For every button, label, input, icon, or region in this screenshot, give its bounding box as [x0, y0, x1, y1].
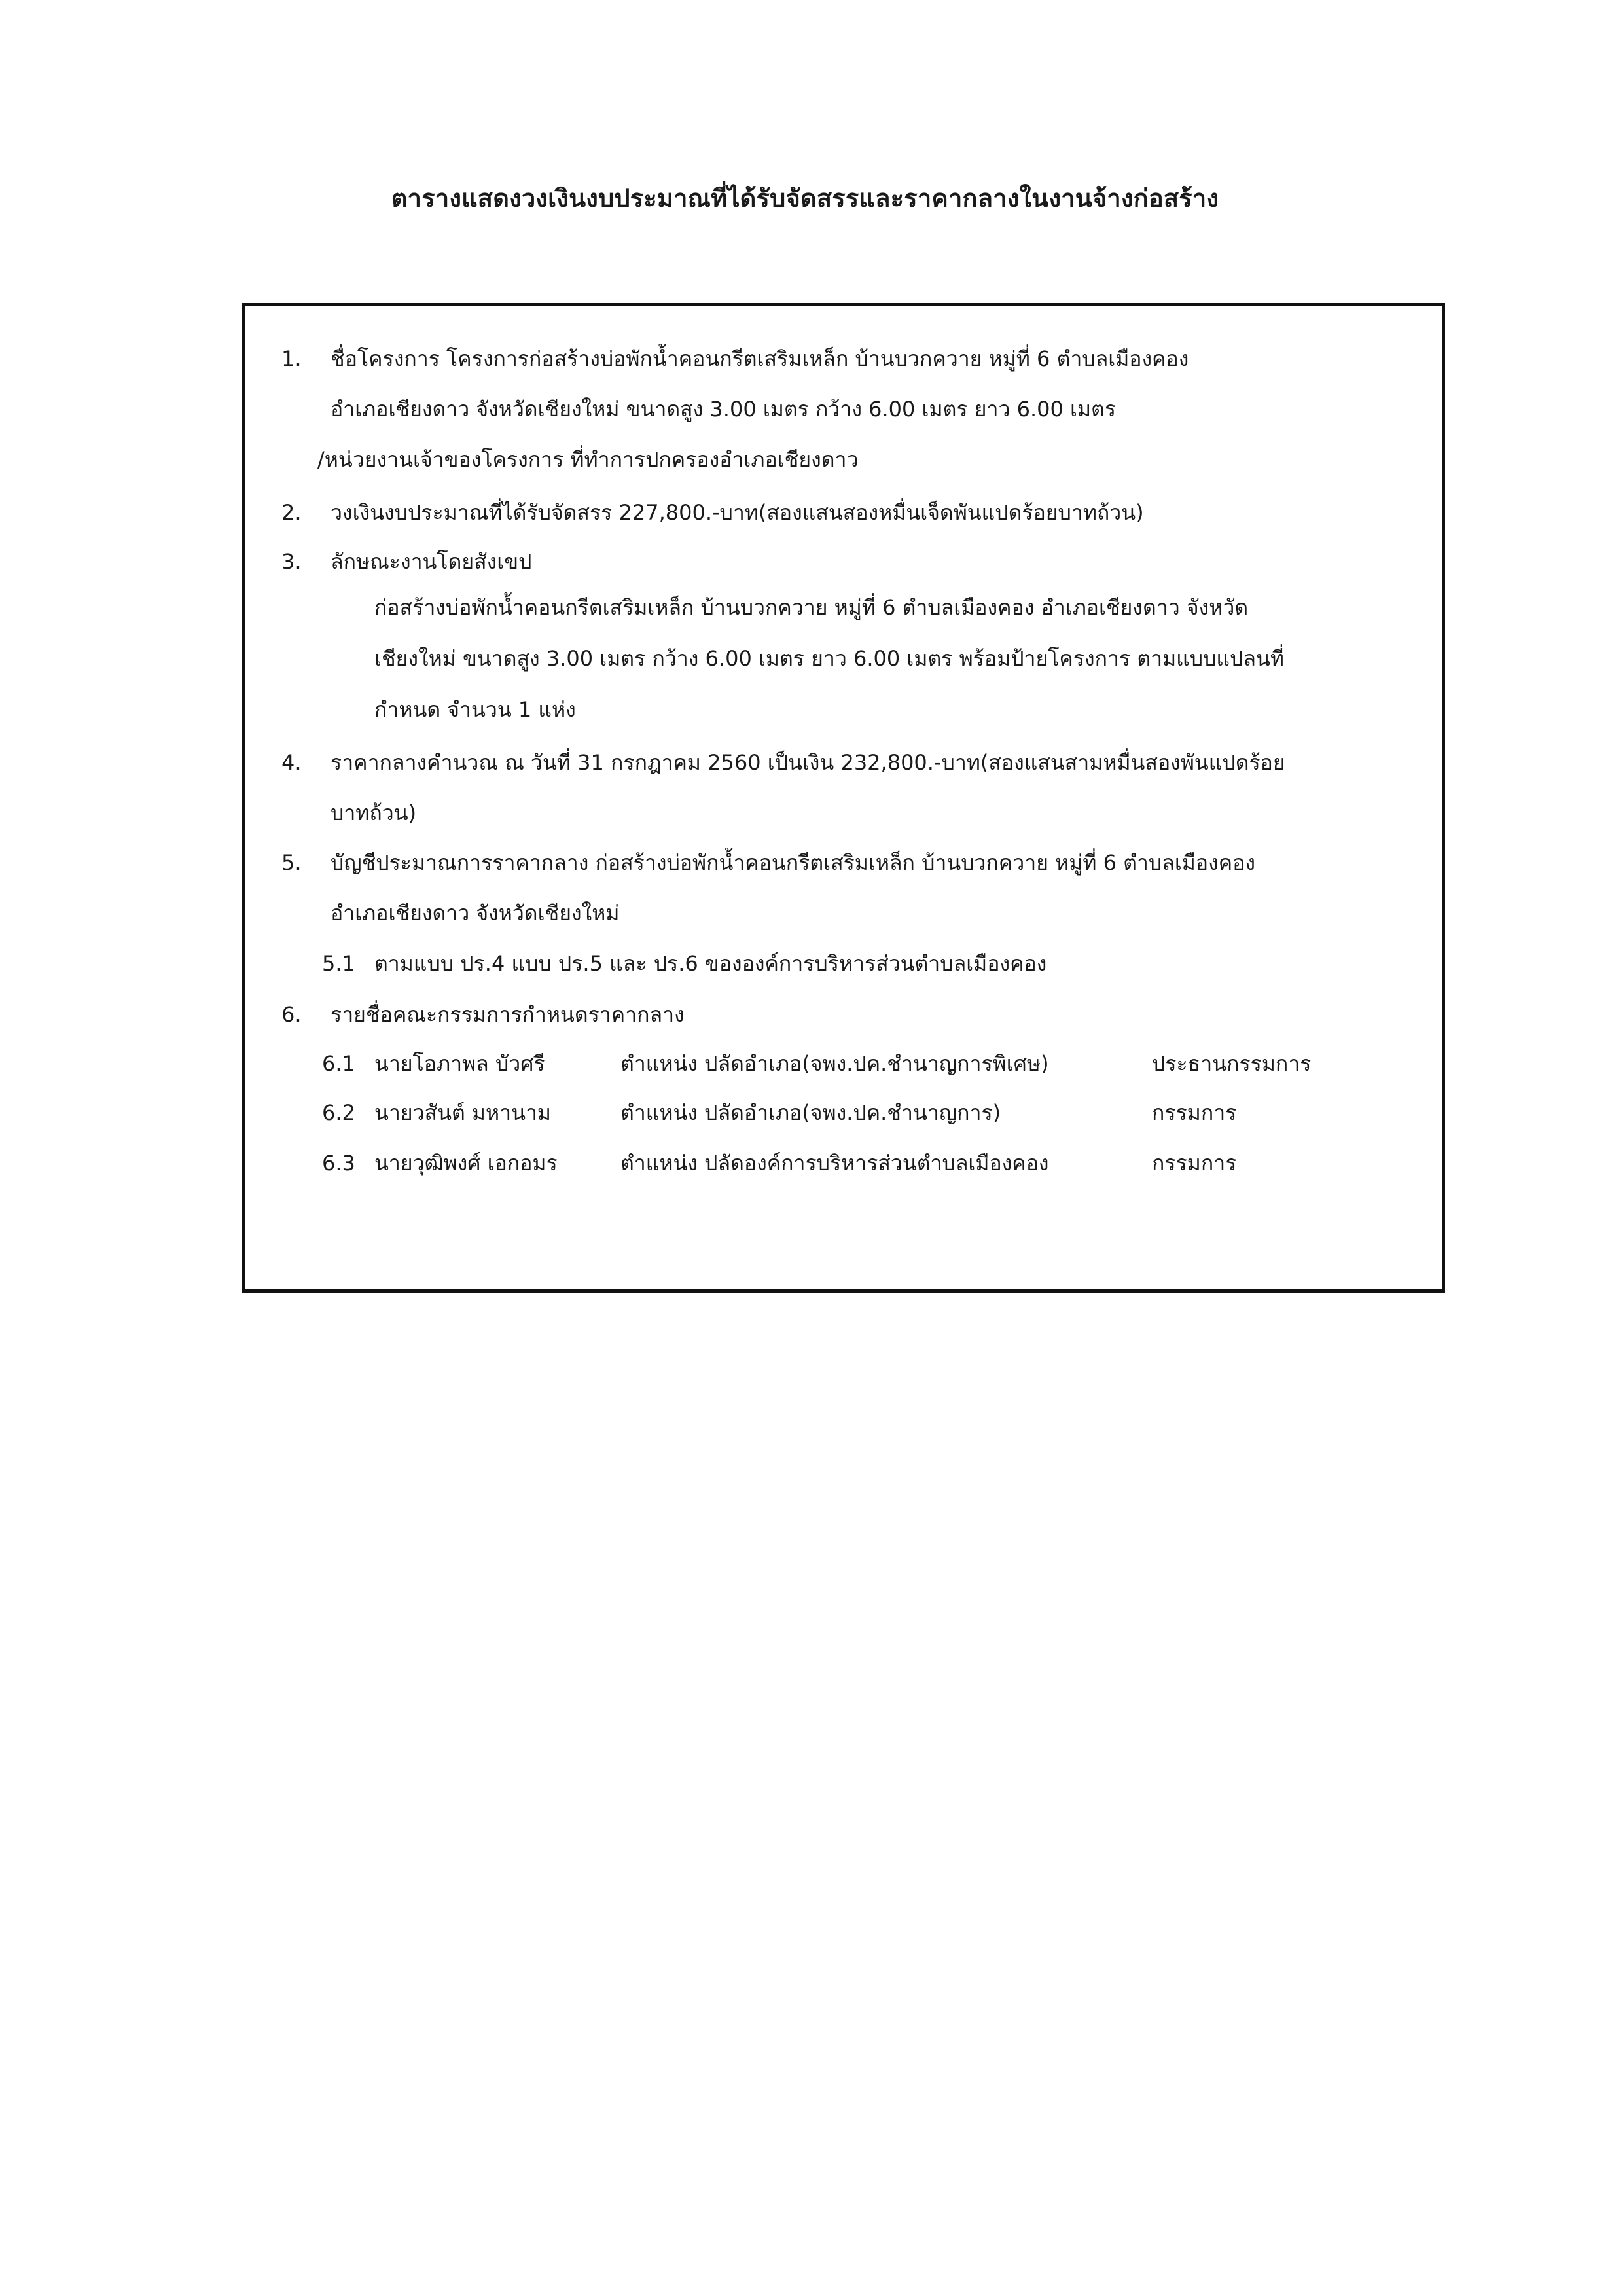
- member-role: ประธานกรรมการ: [1152, 1051, 1312, 1076]
- item-1-number: 1.: [281, 346, 302, 371]
- item-5-number: 5.: [281, 850, 302, 875]
- document-title: ตารางแสดงวงเงินงบประมาณที่ได้รับจัดสรรและราคากลางในงานจ้างก่อสร้าง: [391, 184, 1219, 213]
- item-6-number: 6.: [281, 1002, 302, 1027]
- item-4-line-1: ราคากลางคำนวณ ณ วันที่ 31 กรกฎาคม 2560 เป็นเงิน 232,800.-บาท(สองแสนสามหมื่นสองพันแปดร้อย: [331, 750, 1285, 775]
- item-3-line-4: กำหนด จำนวน 1 แห่ง: [374, 697, 576, 722]
- item-3-line-2: ก่อสร้างบ่อพักน้ำคอนกรีตเสริมเหล็ก บ้านบวกควาย หมู่ที่ 6 ตำบลเมืองคอง อำเภอเชียงดาว จังหวัด: [374, 595, 1249, 620]
- item-2-number: 2.: [281, 500, 302, 525]
- item-5-line-1: บัญชีประมาณการราคากลาง ก่อสร้างบ่อพักน้ำคอนกรีตเสริมเหล็ก บ้านบวกควาย หมู่ที่ 6 ตำบลเมืองคอง: [331, 850, 1255, 875]
- member-number: 6.3: [322, 1151, 355, 1175]
- item-1-line-1: ชื่อโครงการ โครงการก่อสร้างบ่อพักน้ำคอนกรีตเสริมเหล็ก บ้านบวกควาย หมู่ที่ 6 ตำบลเมืองคอง: [331, 346, 1189, 371]
- item-2-line-1: วงเงินงบประมาณที่ได้รับจัดสรร 227,800.-บาท(สองแสนสองหมื่นเจ็ดพันแปดร้อยบาทถ้วน): [331, 500, 1144, 525]
- member-name: นายวุฒิพงศ์ เอกอมร: [374, 1151, 558, 1175]
- member-position: ตำแหน่ง ปลัดองค์การบริหารส่วนตำบลเมืองคอง: [620, 1151, 1049, 1175]
- member-number: 6.1: [322, 1051, 355, 1076]
- item-1-line-3: /หน่วยงานเจ้าของโครงการ ที่ทำการปกครองอำเภอเชียงดาว: [317, 447, 859, 472]
- item-3-number: 3.: [281, 549, 302, 574]
- item-3-line-3: เชียงใหม่ ขนาดสูง 3.00 เมตร กว้าง 6.00 เมตร ยาว 6.00 เมตร พร้อมป้ายโครงการ ตามแบบแปลนที่: [374, 646, 1284, 671]
- member-role: กรรมการ: [1152, 1100, 1237, 1125]
- item-5-line-2: อำเภอเชียงดาว จังหวัดเชียงใหม่: [331, 901, 620, 925]
- member-name: นายวสันต์ มหานาม: [374, 1100, 552, 1125]
- item-5-1-number: 5.1: [322, 951, 355, 976]
- item-4-line-2: บาทถ้วน): [331, 800, 417, 825]
- item-3-line-1: ลักษณะงานโดยสังเขป: [331, 549, 532, 574]
- item-1-line-2: อำเภอเชียงดาว จังหวัดเชียงใหม่ ขนาดสูง 3.00 เมตร กว้าง 6.00 เมตร ยาว 6.00 เมตร: [331, 397, 1116, 422]
- member-role: กรรมการ: [1152, 1151, 1237, 1175]
- item-4-number: 4.: [281, 750, 302, 775]
- member-number: 6.2: [322, 1100, 355, 1125]
- item-5-1-text: ตามแบบ ปร.4 แบบ ปร.5 และ ปร.6 ขององค์การบริหารส่วนตำบลเมืองคอง: [374, 951, 1047, 976]
- member-name: นายโอภาพล บัวศรี: [374, 1051, 545, 1076]
- member-position: ตำแหน่ง ปลัดอำเภอ(จพง.ปค.ชำนาญการ): [620, 1100, 1001, 1125]
- item-6-line-1: รายชื่อคณะกรรมการกำหนดราคากลาง: [331, 1002, 685, 1027]
- member-position: ตำแหน่ง ปลัดอำเภอ(จพง.ปค.ชำนาญการพิเศษ): [620, 1051, 1049, 1076]
